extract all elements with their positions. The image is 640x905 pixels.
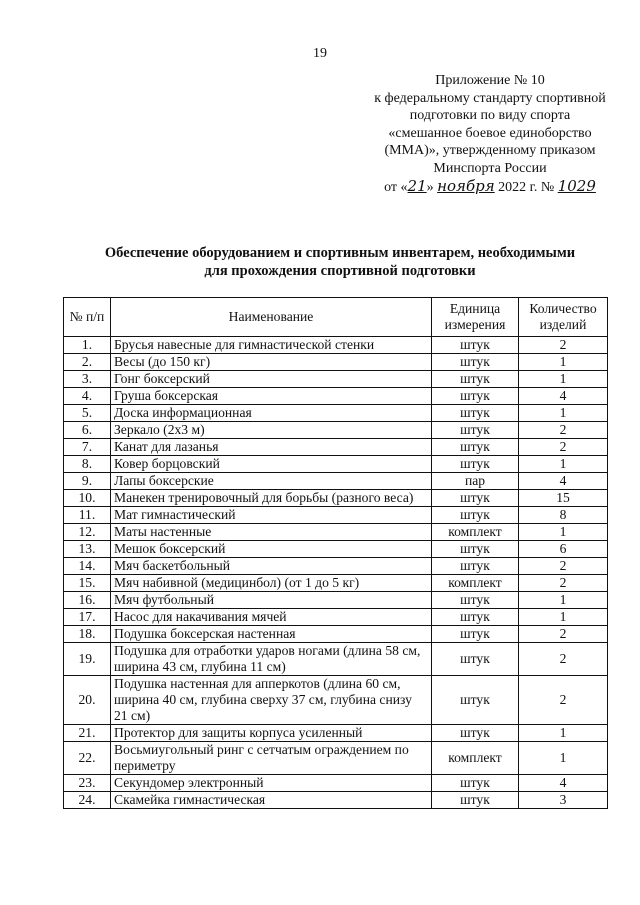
date-month-handwritten: ноября bbox=[437, 176, 495, 195]
item-name: Мяч набивной (медицинбол) (от 1 до 5 кг) bbox=[111, 575, 432, 592]
row-number: 7. bbox=[64, 439, 111, 456]
item-quantity: 3 bbox=[519, 792, 608, 809]
item-quantity: 4 bbox=[519, 473, 608, 490]
item-quantity: 2 bbox=[519, 676, 608, 725]
item-quantity: 2 bbox=[519, 337, 608, 354]
item-quantity: 4 bbox=[519, 775, 608, 792]
table-row bbox=[64, 371, 608, 388]
item-quantity: 8 bbox=[519, 507, 608, 524]
table-row bbox=[64, 575, 608, 592]
item-quantity: 2 bbox=[519, 439, 608, 456]
item-name: Канат для лазанья bbox=[111, 439, 432, 456]
row-number: 1. bbox=[64, 337, 111, 354]
table-row bbox=[64, 609, 608, 626]
date-prefix: от « bbox=[384, 179, 408, 195]
item-unit: штук bbox=[432, 775, 519, 792]
row-number: 6. bbox=[64, 422, 111, 439]
item-unit: штук bbox=[432, 643, 519, 676]
row-number: 9. bbox=[64, 473, 111, 490]
item-name: Доска информационная bbox=[111, 405, 432, 422]
item-quantity: 1 bbox=[519, 371, 608, 388]
date-day-handwritten: 21 bbox=[407, 176, 427, 195]
appendix-header bbox=[340, 72, 640, 196]
item-unit: штук bbox=[432, 422, 519, 439]
table-row bbox=[64, 676, 608, 725]
appendix-line: к федеральному стандарту спортивной bbox=[374, 90, 606, 106]
table-row bbox=[64, 507, 608, 524]
item-name: Маты настенные bbox=[111, 524, 432, 541]
item-name: Гонг боксерский bbox=[111, 371, 432, 388]
item-name: Скамейка гимнастическая bbox=[111, 792, 432, 809]
item-unit: штук bbox=[432, 676, 519, 725]
item-unit: штук bbox=[432, 609, 519, 626]
row-number: 17. bbox=[64, 609, 111, 626]
item-quantity: 1 bbox=[519, 592, 608, 609]
item-quantity: 2 bbox=[519, 575, 608, 592]
table-row bbox=[64, 354, 608, 371]
order-number-handwritten: 1029 bbox=[557, 176, 596, 195]
item-unit: штук bbox=[432, 558, 519, 575]
row-number: 18. bbox=[64, 626, 111, 643]
row-number: 5. bbox=[64, 405, 111, 422]
item-quantity: 1 bbox=[519, 456, 608, 473]
table-header-row bbox=[64, 298, 608, 337]
page-number: 19 bbox=[313, 46, 327, 61]
item-unit: штук bbox=[432, 456, 519, 473]
table-row bbox=[64, 337, 608, 354]
row-number: 19. bbox=[64, 643, 111, 676]
table-row bbox=[64, 422, 608, 439]
row-number: 11. bbox=[64, 507, 111, 524]
item-quantity: 1 bbox=[519, 742, 608, 775]
item-unit: комплект bbox=[432, 742, 519, 775]
item-unit: штук bbox=[432, 354, 519, 371]
item-unit: комплект bbox=[432, 524, 519, 541]
header-qty: Количество изделий bbox=[519, 298, 608, 337]
item-quantity: 2 bbox=[519, 643, 608, 676]
header-name: Наименование bbox=[111, 298, 432, 337]
table-row bbox=[64, 456, 608, 473]
header-unit: Единица измерения bbox=[432, 298, 519, 337]
equipment-table bbox=[63, 297, 608, 809]
item-name: Мяч футбольный bbox=[111, 592, 432, 609]
item-name: Зеркало (2х3 м) bbox=[111, 422, 432, 439]
item-quantity: 1 bbox=[519, 405, 608, 422]
item-quantity: 1 bbox=[519, 609, 608, 626]
item-name: Лапы боксерские bbox=[111, 473, 432, 490]
table-row bbox=[64, 524, 608, 541]
item-name: Секундомер электронный bbox=[111, 775, 432, 792]
item-unit: штук bbox=[432, 490, 519, 507]
table-row bbox=[64, 626, 608, 643]
item-name: Манекен тренировочный для борьбы (разного веса) bbox=[111, 490, 432, 507]
appendix-line: (ММА)», утвержденному приказом bbox=[384, 143, 596, 159]
item-name: Мяч баскетбольный bbox=[111, 558, 432, 575]
table-row bbox=[64, 439, 608, 456]
table-row bbox=[64, 592, 608, 609]
item-quantity: 1 bbox=[519, 524, 608, 541]
row-number: 16. bbox=[64, 592, 111, 609]
table-row bbox=[64, 643, 608, 676]
item-unit: штук bbox=[432, 725, 519, 742]
item-name: Подушка настенная для апперкотов (длина 60 см, ширина 40 см, глубина сверху 37 см, глубина снизу 21 см) bbox=[111, 676, 432, 725]
table-row bbox=[64, 388, 608, 405]
item-quantity: 6 bbox=[519, 541, 608, 558]
row-number: 4. bbox=[64, 388, 111, 405]
item-quantity: 1 bbox=[519, 725, 608, 742]
date-mid: » bbox=[426, 179, 438, 195]
item-name: Мат гимнастический bbox=[111, 507, 432, 524]
item-unit: комплект bbox=[432, 575, 519, 592]
row-number: 12. bbox=[64, 524, 111, 541]
document-title bbox=[60, 245, 620, 280]
table-row bbox=[64, 792, 608, 809]
item-quantity: 2 bbox=[519, 422, 608, 439]
item-name: Ковер борцовский bbox=[111, 456, 432, 473]
item-unit: штук bbox=[432, 507, 519, 524]
item-name: Подушка для отработки ударов ногами (длина 58 см, ширина 43 см, глубина 11 см) bbox=[111, 643, 432, 676]
item-unit: штук bbox=[432, 626, 519, 643]
appendix-line: «смешанное боевое единоборство bbox=[388, 125, 592, 141]
item-unit: штук bbox=[432, 405, 519, 422]
item-name: Груша боксерская bbox=[111, 388, 432, 405]
item-unit: пар bbox=[432, 473, 519, 490]
item-name: Брусья навесные для гимнастической стенки bbox=[111, 337, 432, 354]
item-quantity: 4 bbox=[519, 388, 608, 405]
item-name: Подушка боксерская настенная bbox=[111, 626, 432, 643]
item-quantity: 2 bbox=[519, 626, 608, 643]
item-unit: штук bbox=[432, 792, 519, 809]
item-quantity: 2 bbox=[519, 558, 608, 575]
table-body bbox=[64, 337, 608, 809]
item-name: Насос для накачивания мячей bbox=[111, 609, 432, 626]
table-row bbox=[64, 541, 608, 558]
row-number: 20. bbox=[64, 676, 111, 725]
item-unit: штук bbox=[432, 388, 519, 405]
item-name: Протектор для защиты корпуса усиленный bbox=[111, 725, 432, 742]
order-date-line bbox=[340, 178, 640, 197]
row-number: 13. bbox=[64, 541, 111, 558]
row-number: 21. bbox=[64, 725, 111, 742]
appendix-line: Приложение № 10 bbox=[435, 73, 545, 88]
row-number: 8. bbox=[64, 456, 111, 473]
item-unit: штук bbox=[432, 439, 519, 456]
table-row bbox=[64, 558, 608, 575]
row-number: 2. bbox=[64, 354, 111, 371]
table-row bbox=[64, 742, 608, 775]
row-number: 22. bbox=[64, 742, 111, 775]
table-row bbox=[64, 490, 608, 507]
row-number: 23. bbox=[64, 775, 111, 792]
item-unit: штук bbox=[432, 592, 519, 609]
row-number: 14. bbox=[64, 558, 111, 575]
item-name: Мешок боксерский bbox=[111, 541, 432, 558]
row-number: 24. bbox=[64, 792, 111, 809]
table-row bbox=[64, 473, 608, 490]
item-unit: штук bbox=[432, 337, 519, 354]
header-num: № п/п bbox=[64, 298, 111, 337]
title-line-1: Обеспечение оборудованием и спортивным инвентарем, необходимыми bbox=[104, 245, 576, 261]
item-name: Восьмиугольный ринг с сетчатым ограждением по периметру bbox=[111, 742, 432, 775]
appendix-line: Минспорта России bbox=[433, 160, 547, 176]
table-row bbox=[64, 775, 608, 792]
row-number: 15. bbox=[64, 575, 111, 592]
item-unit: штук bbox=[432, 541, 519, 558]
item-name: Весы (до 150 кг) bbox=[111, 354, 432, 371]
row-number: 3. bbox=[64, 371, 111, 388]
row-number: 10. bbox=[64, 490, 111, 507]
item-quantity: 1 bbox=[519, 354, 608, 371]
table-row bbox=[64, 405, 608, 422]
appendix-line: подготовки по виду спорта bbox=[409, 108, 571, 124]
table-row bbox=[64, 725, 608, 742]
item-quantity: 15 bbox=[519, 490, 608, 507]
item-unit: штук bbox=[432, 371, 519, 388]
title-line-2: для прохождения спортивной подготовки bbox=[204, 262, 476, 279]
date-year: 2022 г. № bbox=[494, 179, 558, 195]
